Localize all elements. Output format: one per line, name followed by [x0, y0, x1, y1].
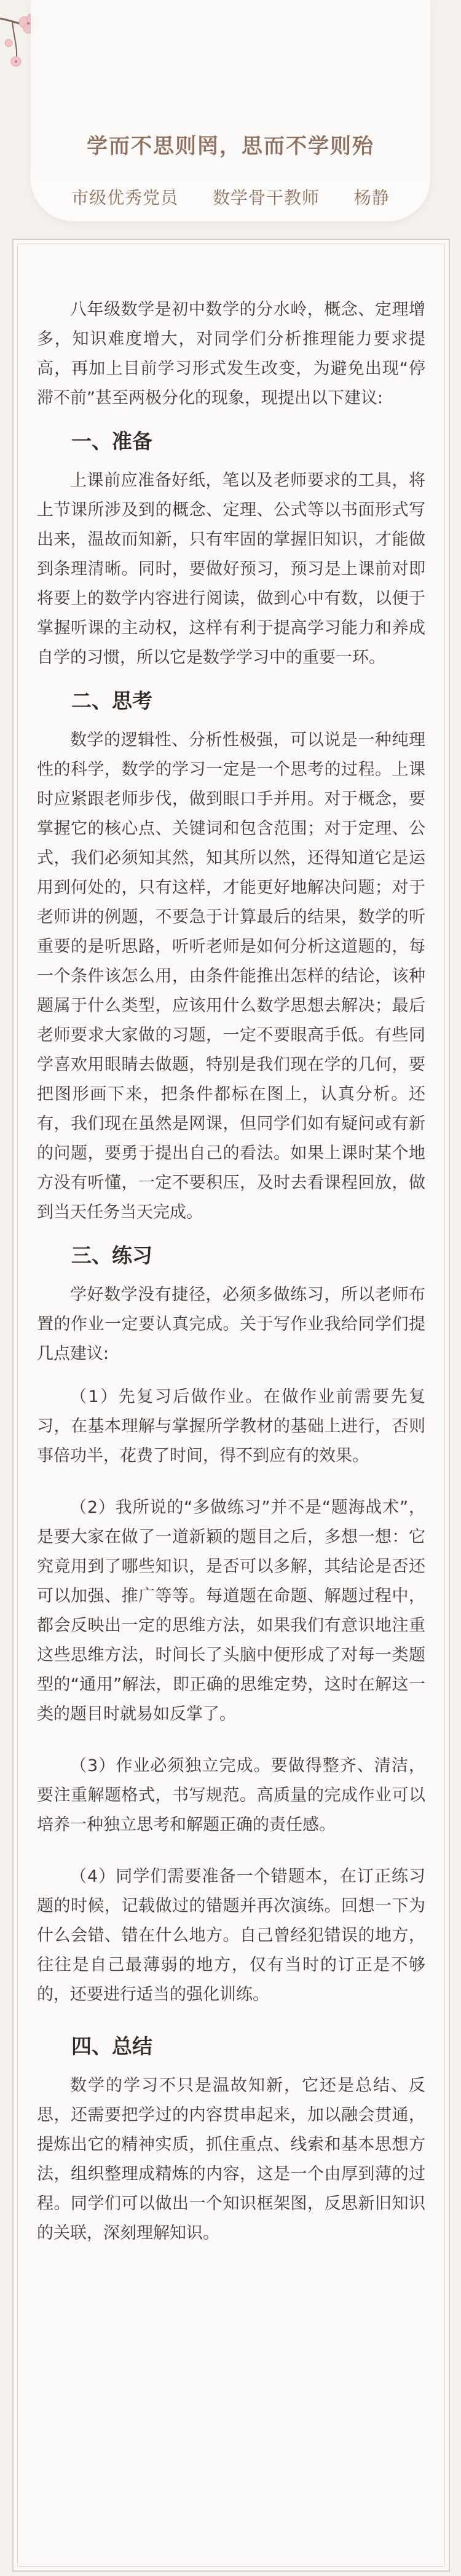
practice-item-2: （2）我所说的“多做练习”并不是“题海战术”，是要大家在做了一道新颖的题目之后，多想一想：它究竟用到了哪些知识，是否可以多解，其结论是否还可以加强、推广等等。每道题在命题、解题过程中，都会反映出一定的思维方法，如果我们有意识地注重这些思维方法，时间长了头脑中便形成了对每一类题型的“通用”解法，即正确的思维定势，这时在解这一类的题目时就易如反掌了。: [37, 1498, 425, 1724]
intro-paragraph: 八年级数学是初中数学的分水岭，概念、定理增多，知识难度增大，对同学们分析推理能力要求提高，再加上目前学习形式发生改变，为避免出现“停滞不前”甚至两极分化的现象，现提出以下建议:: [37, 300, 425, 408]
section-heading-summary: 四、总结: [71, 2034, 152, 2058]
prepare-paragraph: 上课前应准备好纸，笔以及老师要求的工具，将上节课所涉及到的概念、定理、公式等以书面形式写出来，温故而知新，只有牢固的掌握旧知识，才能做到条理清晰。同时，要做好预习，预习是上课前对即将要上的数学内容进行阅读，做到心中有数，以便于掌握听课的主动权，这样有利于提高学习能力和养成自学的习惯，所以它是数学学习中的重要一环。: [37, 471, 425, 667]
practice-intro-paragraph: 学好数学没有捷径，必须多做练习，所以老师布置的作业一定要认真完成。关于写作业我给同学们提几点建议:: [37, 1285, 425, 1363]
article-card: [12, 239, 450, 2572]
section-heading-prepare: 一、准备: [71, 429, 152, 453]
author-line: [0, 184, 461, 209]
practice-item-4: （4）同学们需要准备一个错题本，在订正练习题的时候，记载做过的错题并再次演练。回想一下为什么会错、错在什么地方。自己曾经犯错误的地方，往往是自己最薄弱的地方，仅有当时的订正是不够的，还要进行适当的强化训练。: [37, 1867, 425, 2004]
section-heading-practice: 三、练习: [71, 1243, 152, 1267]
think-paragraph: 数学的逻辑性、分析性极强，可以说是一种纯理性的科学，数学的学习一定是一个思考的过程。上课时应紧跟老师步伐，做到眼口手并用。对于概念，要掌握它的核心点、关键词和包含范围；对于定理、公式，我们必须知其然，知其所以然，还得知道它是运用到何处的，只有这样，才能更好地解决问题；对于老师讲的例题，不要急于计算最后的结果，数学的听重要的是听思路，听听老师是如何分析这道题的，每一个条件该怎么用，由条件能推出怎样的结论，该种题属于什么类型，应该用什么数学思想去解决；最后老师要求大家做的习题，一定不要眼高手低。有些同学喜欢用眼睛去做题，特别是我们现在学的几何，要把图形画下来，把条件都标在图上，认真分析。还有，我们现在虽然是网课，但同学们如有疑问或有新的问题，要勇于提出自己的看法。如果上课时某个地方没有听懂，一定不要积压，及时去看课程回放，做到当天任务当天完成。: [37, 731, 425, 1222]
page-title: 学而不思则罔，思而不学则殆: [87, 134, 374, 159]
header-banner: [0, 0, 461, 234]
section-heading-think: 二、思考: [71, 689, 152, 713]
summary-paragraph: 数学的学习不只是温故知新，它还是总结、反思，还需要把学过的内容贯串起来，加以融会贯通，提炼出它的精神实质，抓住重点、线索和基本思想方法，组织整理成精炼的内容，这是一个由厚到薄的过程。同学们可以做出一个知识框架图，反思新旧知识的关联，深刻理解知识。: [37, 2076, 425, 2243]
author-role: 数学骨干教师: [212, 188, 320, 208]
article-body: [37, 295, 425, 2262]
practice-item-3: （3）作业必须独立完成。要做得整齐、清洁，要注重解题格式，书写规范。高质量的完成作业可以培养一种独立思考和解题正确的责任感。: [37, 1756, 425, 1834]
practice-item-1: （1）先复习后做作业。在做作业前需要先复习，在基本理解与掌握所学教材的基础上进行，否则事倍功半，花费了时间，得不到应有的效果。: [37, 1387, 425, 1465]
author-title: 市级优秀党员: [71, 188, 179, 208]
author-name: 杨静: [353, 188, 390, 208]
